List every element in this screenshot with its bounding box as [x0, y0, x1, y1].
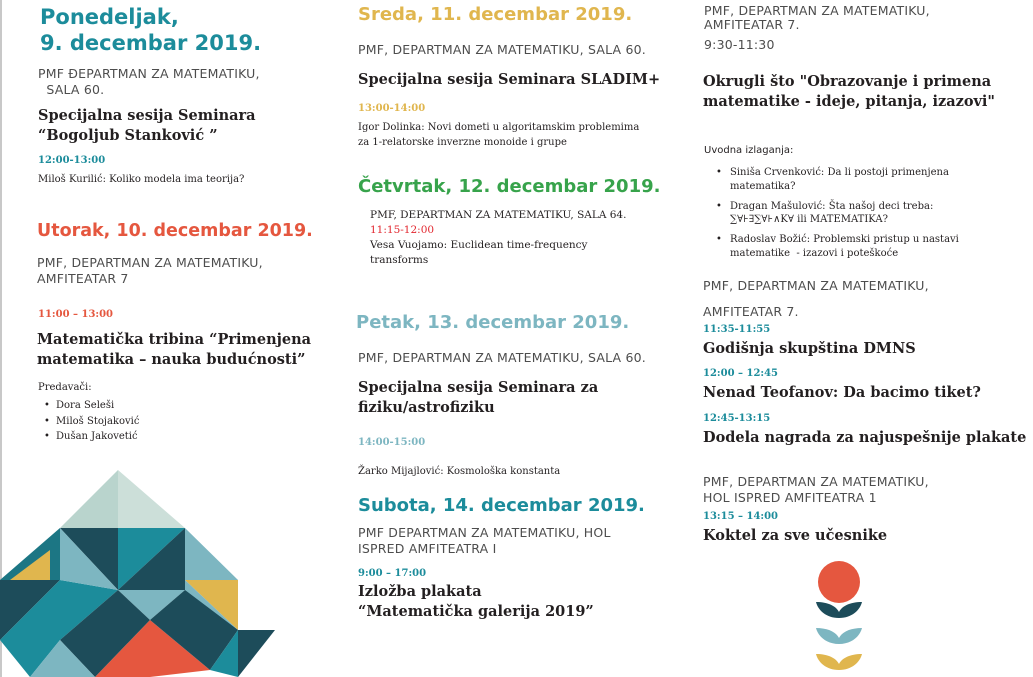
cocktail-title: Koktel za sve učesnike — [703, 527, 888, 544]
tuesday-event-title: Matematička tribina “Primenjena matematika – nauka budućnosti” — [37, 331, 312, 368]
intro-label: Uvodna izlaganja: — [704, 145, 794, 156]
friday-talk: Žarko Mijajlović: Kosmološka konstanta — [358, 466, 561, 477]
speaker-item: • Dušan Jakovetić — [48, 429, 139, 445]
saturday-event-title: Izložba plakata “Matematička galerija 2019” — [358, 583, 594, 620]
thursday-time: 11:15-12:00 — [370, 224, 435, 236]
roundtable-title: Okrugli što "Obrazovanje i primena matematike - ideje, pitanja, izazovi" — [703, 73, 995, 110]
column-monday-tuesday — [0, 0, 320, 677]
saturday-time: 9:00 – 17:00 — [358, 568, 427, 579]
thursday-title: Četvrtak, 12. decembar 2019. — [358, 176, 661, 197]
wednesday-title: Sreda, 11. decembar 2019. — [358, 4, 633, 25]
flower-decoration — [812, 560, 868, 677]
talk-title: Nenad Teofanov: Da bacimo tiket? — [703, 384, 981, 401]
saturday-title: Subota, 14. decembar 2019. — [358, 495, 645, 516]
friday-event-title: Specijalna sesija Seminara za fiziku/astrofiziku — [358, 379, 599, 416]
friday-location: PMF, DEPARTMAN ZA MATEMATIKU, SALA 60. — [358, 350, 646, 365]
cocktail-time: 13:15 – 14:00 — [703, 511, 779, 522]
awards-time: 12:45-13:15 — [703, 413, 771, 424]
monday-title-line2: 9. decembar 2019. — [40, 30, 262, 55]
monday-event-title: Specijalna sesija Seminara “Bogoljub Stanković ” — [38, 107, 256, 144]
tuesday-speakers-list — [36, 398, 139, 445]
friday-title: Petak, 13. decembar 2019. — [356, 312, 630, 333]
wednesday-time: 13:00-14:00 — [358, 103, 426, 114]
intro-item: • Siniša Crvenković: Da li postoji primenjena matematika? — [720, 166, 959, 194]
monday-title-line1: Ponedeljak, — [40, 5, 179, 29]
speaker-item: • Dora Seleši — [48, 398, 139, 414]
assembly-title: Godišnja skupština DMNS — [703, 340, 916, 357]
monday-location: PMF ĐEPARTMAN ZA MATEMATIKU, SALA 60. — [38, 66, 260, 98]
intro-list — [694, 166, 959, 267]
assembly-time: 11:35-11:55 — [703, 324, 771, 335]
tuesday-speakers-label: Predavači: — [38, 382, 92, 393]
monday-section — [40, 5, 261, 56]
saturday-location: PMF DEPARTMAN ZA MATEMATIKU, HOL ISPRED AMFITEATRA I — [358, 525, 611, 557]
awards-title: Dodela nagrada za najuspešnije plakate — [703, 429, 1027, 446]
roundtable-time: 9:30-11:30 — [704, 37, 775, 52]
thursday-location: PMF, DEPARTMAN ZA MATEMATIKU, SALA 64. — [370, 209, 627, 221]
tuesday-title: Utorak, 10. decembar 2019. — [37, 221, 313, 241]
tuesday-location: PMF, DEPARTMAN ZA MATEMATIKU, AMFITEATAR 7 — [37, 255, 263, 287]
intro-item: • Radoslav Božić: Problemski pristup u nastavi matematike - izazovi i poteškoće — [720, 233, 959, 261]
wednesday-event-title: Specijalna sesija Seminara SLADIM+ — [358, 71, 661, 88]
wednesday-talk: Igor Dolinka: Novi dometi u algoritamskim problemima za 1-relatorske inverzne monoide i grupe — [358, 122, 640, 148]
monday-talk: Miloš Kurilić: Koliko modela ima teorija? — [38, 174, 245, 185]
thursday-talk: Vesa Vuojamo: Euclidean time-frequency transforms — [370, 239, 588, 267]
monday-time: 12:00-13:00 — [38, 155, 106, 166]
intro-item: • Dragan Mašulović: Šta našoj deci treba: ∑∀⊦∃∑∀⊦∧K∀ ili MATEMATIKA? — [720, 200, 959, 228]
geometric-decoration — [0, 470, 275, 677]
roundtable-location: PMF, DEPARTMAN ZA MATEMATIKU, AMFITEATAR 7. — [704, 3, 930, 33]
talk-time: 12:00 – 12:45 — [703, 368, 779, 379]
speaker-item: • Miloš Stojaković — [48, 414, 139, 430]
wednesday-location: PMF, DEPARTMAN ZA MATEMATIKU, SALA 60. — [358, 42, 646, 57]
cocktail-location: PMF, DEPARTMAN ZA MATEMATIKU, HOL ISPRED AMFITEATRA 1 — [703, 474, 929, 505]
tuesday-time: 11:00 – 13:00 — [38, 309, 114, 320]
friday-time: 14:00-15:00 — [358, 437, 426, 448]
assembly-location: PMF, DEPARTMAN ZA MATEMATIKU, AMFITEATAR 7. — [703, 278, 929, 320]
